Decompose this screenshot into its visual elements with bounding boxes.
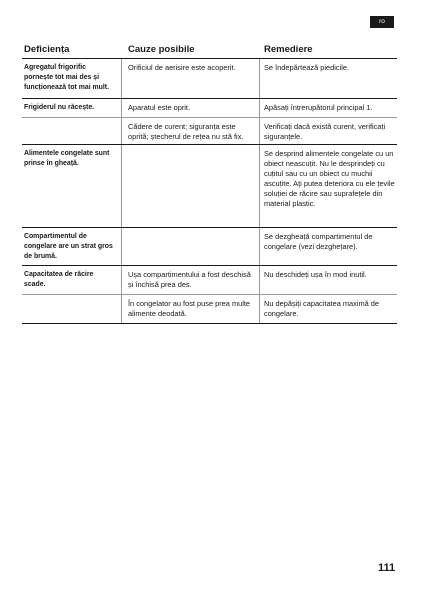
fault-text: Agregatul frigorific pornește tot mai des și funcționează tot mai mult. xyxy=(24,64,109,91)
table-row xyxy=(22,266,397,295)
table-row xyxy=(22,145,397,228)
troubleshooting-table xyxy=(22,40,397,324)
remedy-text: Se îndepărtează piedicile. xyxy=(264,63,350,72)
cause-text: În congelator au fost puse prea multe alimente deodată. xyxy=(128,299,251,318)
remedy-text: Verificați dacă există curent, verificați siguranțele. xyxy=(264,122,386,141)
fault-text: Capacitatea de răcire scade. xyxy=(24,271,94,288)
cause-text: Ușa compartimentului a fost deschisă și închisă prea des. xyxy=(128,270,251,289)
remedy-text: Se desprind alimentele congelate cu un obiect neascuțit. Nu le desprindeți cu cuțitul sau cu un obiect cu muchii ascuțite. Ați putea deteriora cu ele țevile soluției de răcire sau suprafețele din material plastic. xyxy=(264,149,395,208)
header-fault: Deficiența xyxy=(24,44,70,55)
fault-text: Frigiderul nu răcește. xyxy=(24,104,95,111)
remedy-text: Nu depășiți capacitatea maximă de congelare. xyxy=(264,299,380,318)
remedy-text: Se dezgheață compartimentul de congelare (vezi dezghețare). xyxy=(264,232,373,251)
fault-text: Alimentele congelate sunt prinse în gheață. xyxy=(24,150,110,167)
table-header xyxy=(22,40,397,59)
page-number: 111 xyxy=(378,562,396,574)
cause-text: Cădere de curent; siguranța este oprită; ștecherul de rețea nu stă fix. xyxy=(128,122,244,141)
fault-text: Compartimentul de congelare are un strat gros de brumă. xyxy=(24,233,113,260)
table-row xyxy=(22,99,397,118)
table-row xyxy=(22,295,397,324)
cause-text: Aparatul este oprit. xyxy=(128,103,191,112)
header-remedy: Remediere xyxy=(264,44,313,55)
remedy-text: Nu deschideți ușa în mod inutil. xyxy=(264,270,367,279)
table-row xyxy=(22,118,397,145)
cause-text: Orificiul de aerisire este acoperit. xyxy=(128,63,236,72)
language-badge: ro xyxy=(370,16,394,28)
header-cause: Cauze posibile xyxy=(128,44,195,55)
remedy-text: Apăsați întrerupătorul principal 1. xyxy=(264,103,373,112)
table-row xyxy=(22,59,397,99)
table-row xyxy=(22,228,397,266)
